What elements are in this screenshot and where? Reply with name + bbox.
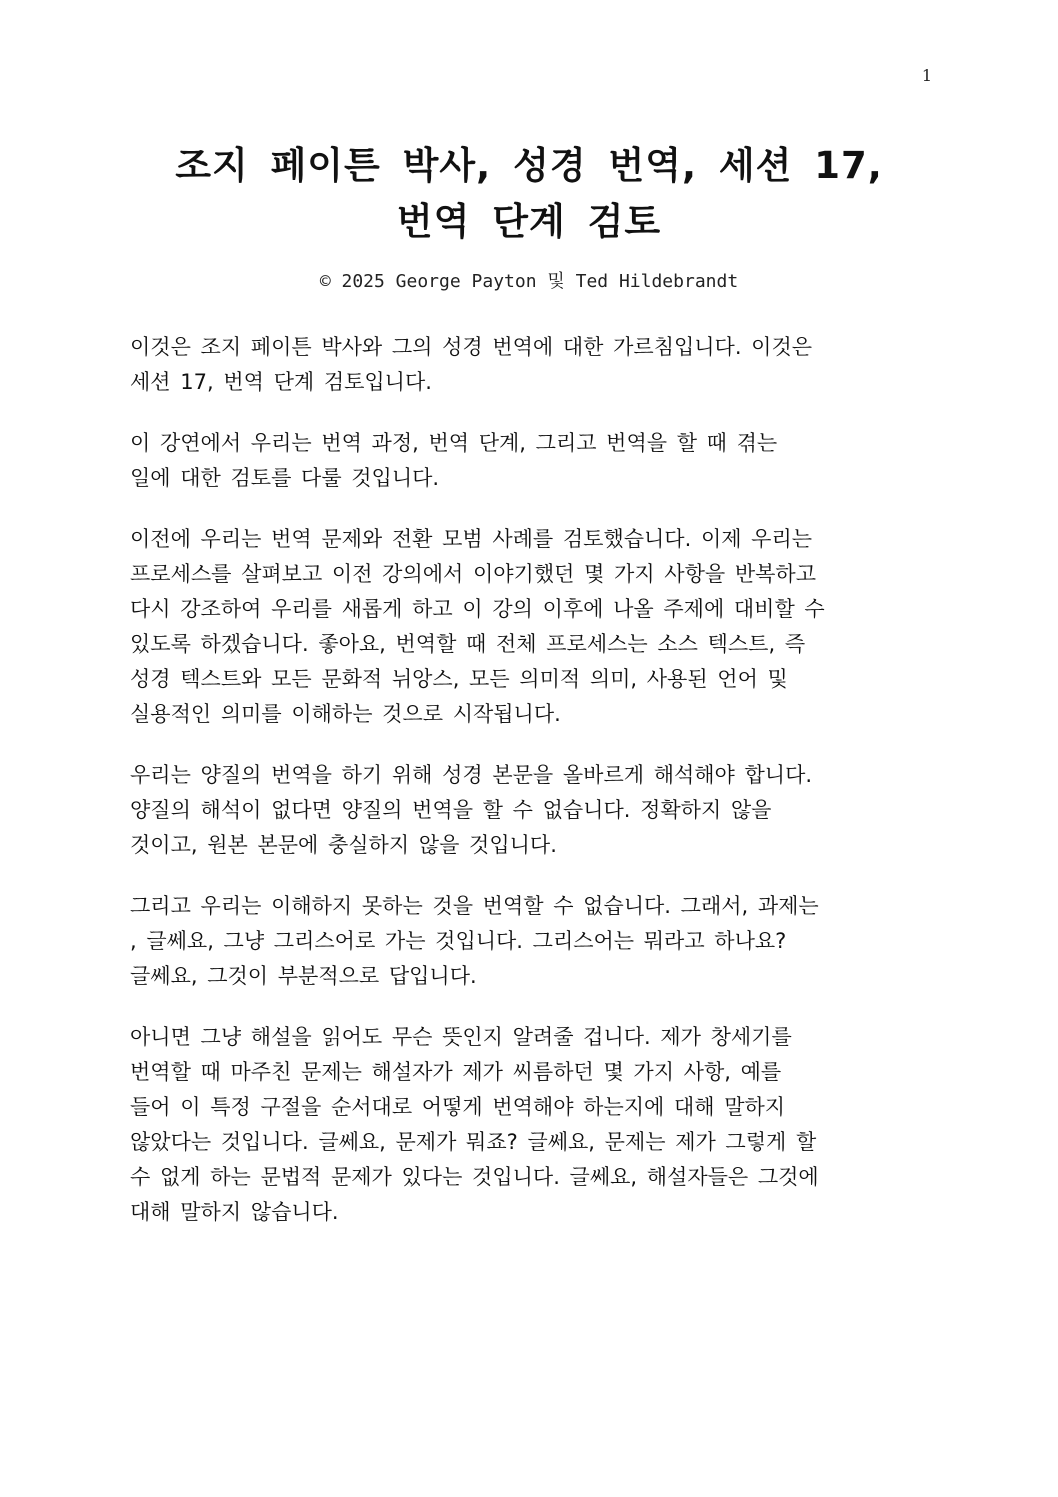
paragraph-6 [130, 1020, 930, 1230]
text-line: 번역할 때 마주친 문제는 해설자가 제가 씨름하던 몇 가지 사항, 예를 [130, 1060, 782, 1084]
text-line: 프로세스를 살펴보고 이전 강의에서 이야기했던 몇 가지 사항을 반복하고 [130, 562, 816, 586]
text-line: 양질의 해석이 없다면 양질의 번역을 할 수 없습니다. 정확하지 않을 [130, 798, 772, 822]
text-line: 이것은 조지 페이튼 박사와 그의 성경 번역에 대한 가르침입니다. 이것은 [130, 335, 813, 359]
copyright-notice: © 2025 George Payton 및 Ted Hildebrandt [319, 271, 739, 292]
title-line-2: 번역 단계 검토 [396, 200, 662, 243]
text-line: 아니면 그냥 해설을 읽어도 무슨 뜻인지 알려줄 겁니다. 제가 창세기를 [130, 1025, 792, 1049]
text-line: 이전에 우리는 번역 문제와 전환 모범 사례를 검토했습니다. 이제 우리는 [130, 527, 813, 551]
text-line: 것이고, 원본 본문에 충실하지 않을 것입니다. [130, 833, 557, 857]
text-line: 대해 말하지 않습니다. [130, 1200, 339, 1224]
text-line: 글쎄요, 그것이 부분적으로 답입니다. [130, 964, 477, 988]
paragraph-2 [130, 426, 930, 496]
text-line: 않았다는 것입니다. 글쎄요, 문제가 뭐죠? 글쎄요, 문제는 제가 그렇게 할 [130, 1130, 817, 1154]
text-line: 수 없게 하는 문법적 문제가 있다는 것입니다. 글쎄요, 해설자들은 그것에 [130, 1165, 819, 1189]
page-title [0, 138, 1058, 250]
text-line: 세션 17, 번역 단계 검토입니다. [130, 370, 432, 394]
paragraph-4 [130, 758, 930, 863]
text-line: 일에 대한 검토를 다룰 것입니다. [130, 466, 440, 490]
text-line: 실용적인 의미를 이해하는 것으로 시작됩니다. [130, 702, 561, 726]
text-line: 있도록 하겠습니다. 좋아요, 번역할 때 전체 프로세스는 소스 텍스트, 즉 [130, 632, 806, 656]
text-line: 들어 이 특정 구절을 순서대로 어떻게 번역해야 하는지에 대해 말하지 [130, 1095, 786, 1119]
paragraph-1 [130, 330, 930, 400]
title-line-1: 조지 페이튼 박사, 성경 번역, 세션 17, [175, 144, 883, 187]
text-line: 이 강연에서 우리는 번역 과정, 번역 단계, 그리고 번역을 할 때 겪는 [130, 431, 778, 455]
paragraph-3 [130, 522, 930, 732]
text-line: 다시 강조하여 우리를 새롭게 하고 이 강의 이후에 나올 주제에 대비할 수 [130, 597, 825, 621]
document-body [130, 330, 930, 1256]
text-line: 성경 텍스트와 모든 문화적 뉘앙스, 모든 의미적 의미, 사용된 언어 및 [130, 667, 788, 691]
page-number: 1 [921, 66, 932, 85]
text-line: 그리고 우리는 이해하지 못하는 것을 번역할 수 없습니다. 그래서, 과제는 [130, 894, 819, 918]
text-line: , 글쎄요, 그냥 그리스어로 가는 것입니다. 그리스어는 뭐라고 하나요? [130, 929, 787, 953]
paragraph-5 [130, 889, 930, 994]
text-line: 우리는 양질의 번역을 하기 위해 성경 본문을 올바르게 해석해야 합니다. [130, 763, 813, 787]
